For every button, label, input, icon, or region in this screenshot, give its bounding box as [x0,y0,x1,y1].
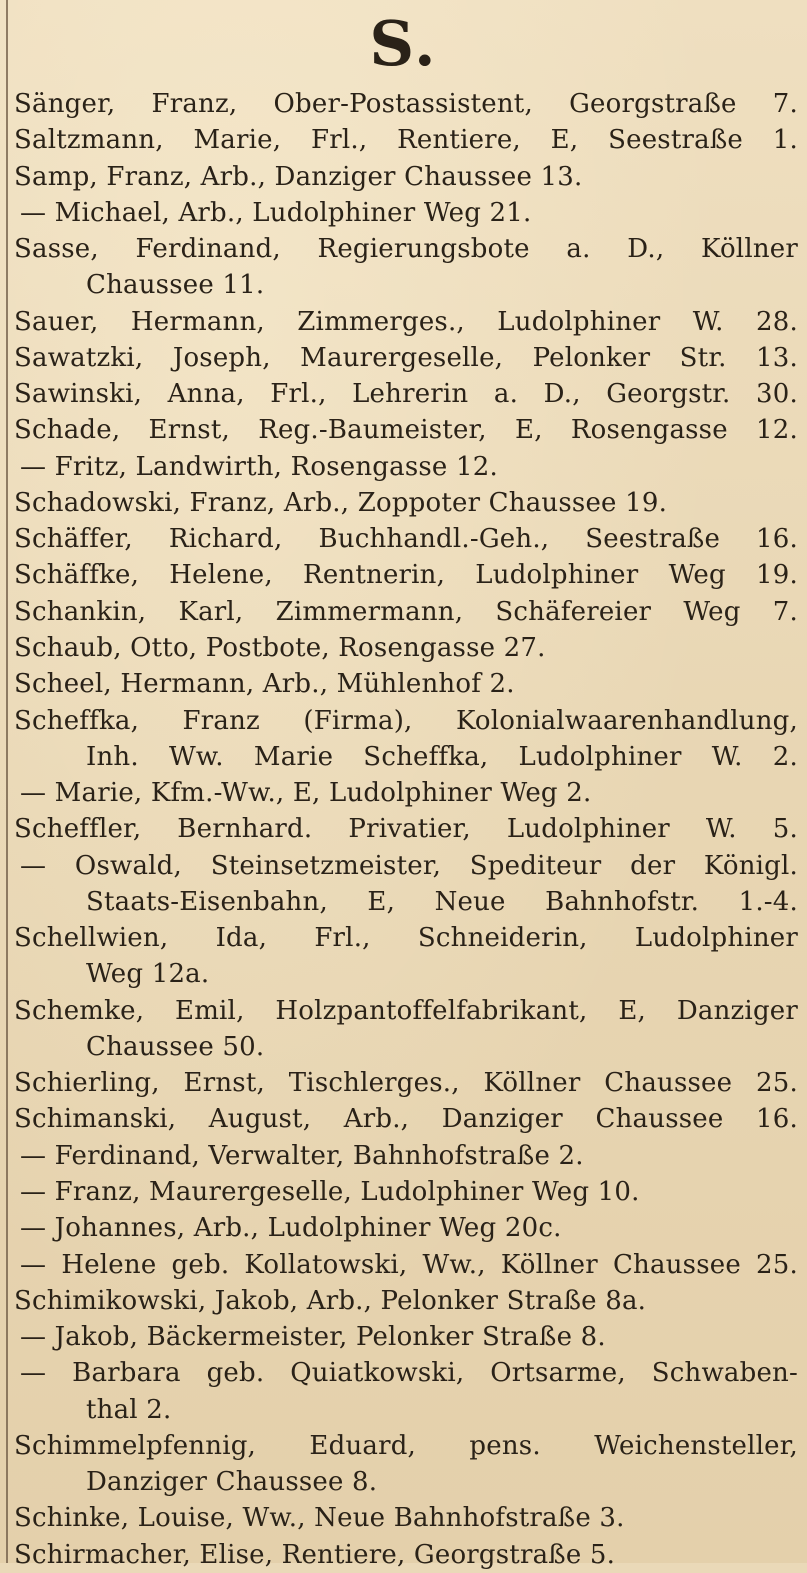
section-letter-heading: S. [369,7,438,80]
entry-line: Schäffer, Richard, Buchhandl.-Geh., Seestraße 16. [14,524,798,555]
entry-line: Schierling, Ernst, Tischlerges., Köllner Chaussee 25. [14,1068,798,1099]
entry-line: Schade, Ernst, Reg.-Baumeister, E, Rosengasse 12. [14,415,798,446]
entry-continuation-line: Inh. Ww. Marie Scheffka, Ludolphiner W. 2. [86,741,798,772]
column-rule [6,0,8,1563]
entry-line: Schadowski, Franz, Arb., Zoppoter Chaussee 19. [14,487,668,518]
entry-line: Scheffka, Franz (Firma), Kolonialwaarenhandlung, [14,705,798,736]
entry-ditto-line: — Helene geb. Kollatowski, Ww., Köllner Chaussee 25. [20,1249,798,1280]
entry-ditto-line: — Johannes, Arb., Ludolphiner Weg 20c. [20,1213,562,1244]
entry-line: Schemke, Emil, Holzpantoffelfabrikant, E, Danziger [14,995,798,1026]
entry-ditto-line: — Marie, Kfm.-Ww., E, Ludolphiner Weg 2. [20,778,592,809]
entry-line: Scheel, Hermann, Arb., Mühlenhof 2. [14,669,515,700]
entry-ditto-line: — Barbara geb. Quiatkowski, Ortsarme, Schwaben- [20,1358,798,1389]
entry-continuation-line: Staats-Eisenbahn, E, Neue Bahnhofstr. 1.-4. [86,886,798,917]
entry-ditto-line: — Jakob, Bäckermeister, Pelonker Straße 8. [20,1322,606,1353]
entry-line: Schimanski, August, Arb., Danziger Chaussee 16. [14,1104,798,1135]
entry-line: Schinke, Louise, Ww., Neue Bahnhofstraße 3. [14,1503,625,1534]
entry-continuation-line: Chaussee 50. [86,1031,265,1062]
entry-line: Scheffler, Bernhard. Privatier, Ludolphiner W. 5. [14,814,798,845]
entry-line: Saltzmann, Marie, Frl., Rentiere, E, Seestraße 1. [14,125,798,156]
entry-line: Sasse, Ferdinand, Regierungsbote a. D., Köllner [14,234,798,265]
entry-line: Schellwien, Ida, Frl., Schneiderin, Ludolphiner [14,923,798,954]
entry-line: Sänger, Franz, Ober-Postassistent, Georgstraße 7. [14,89,798,119]
entry-line: Schäffke, Helene, Rentnerin, Ludolphiner Weg 19. [14,560,798,591]
entry-line: Schankin, Karl, Zimmermann, Schäfereier Weg 7. [14,596,798,627]
entry-ditto-line: — Franz, Maurergeselle, Ludolphiner Weg 10. [20,1176,640,1207]
entry-ditto-line: — Ferdinand, Verwalter, Bahnhofstraße 2. [20,1140,584,1171]
entry-line: Sauer, Hermann, Zimmerges., Ludolphiner W. 28. [14,306,798,337]
entry-ditto-line: — Oswald, Steinsetzmeister, Spediteur der Königl. [20,850,798,881]
entry-line: Schaub, Otto, Postbote, Rosengasse 27. [14,632,546,663]
entry-continuation-line: thal 2. [86,1394,172,1425]
entry-ditto-line: — Fritz, Landwirth, Rosengasse 12. [20,451,498,482]
entry-line: Schimikowski, Jakob, Arb., Pelonker Straße 8a. [14,1285,647,1316]
entry-line: Sawinski, Anna, Frl., Lehrerin a. D., Georgstr. 30. [14,379,798,410]
entry-line: Schimmelpfennig, Eduard, pens. Weichensteller, [14,1430,798,1461]
entry-continuation-line: Danziger Chaussee 8. [86,1467,378,1498]
entry-ditto-line: — Michael, Arb., Ludolphiner Weg 21. [20,197,532,228]
entry-continuation-line: Weg 12a. [86,959,210,990]
entry-continuation-line: Chaussee 11. [86,270,265,301]
entry-line: Sawatzki, Joseph, Maurergeselle, Pelonker Str. 13. [14,342,798,373]
entry-line: Samp, Franz, Arb., Danziger Chaussee 13. [14,161,583,192]
entry-line: Schirmacher, Elise, Rentiere, Georgstraße 5. [14,1539,616,1570]
directory-entries [14,86,798,1573]
